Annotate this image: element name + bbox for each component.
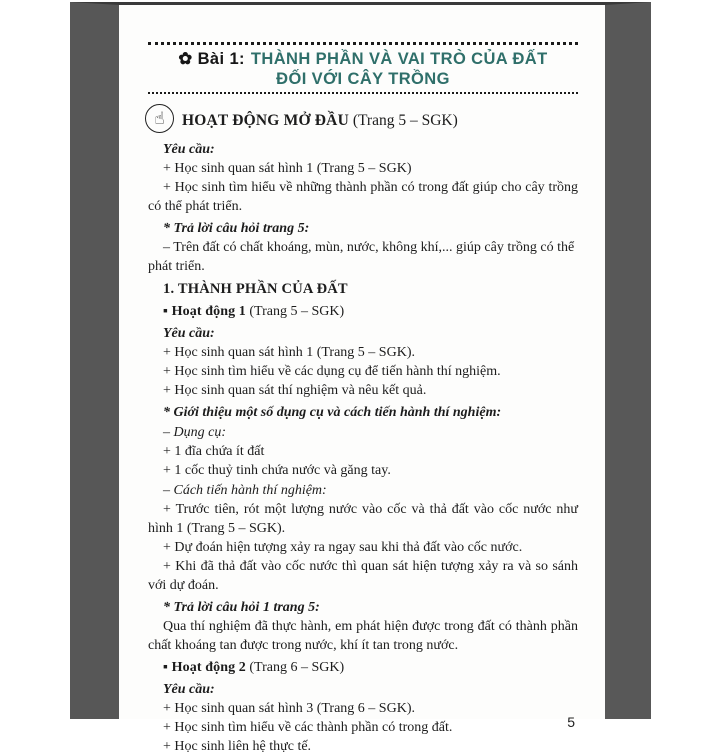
section-header-title: [182, 112, 458, 130]
paragraph: ▪ Hoạt động 2 (Trang 6 – SGK): [163, 660, 345, 675]
paragraph: + Học sinh liên hệ thực tế.: [163, 739, 312, 754]
paragraph: – Cách tiến hành thí nghiệm:: [163, 483, 327, 498]
lesson-title-line1: [148, 49, 578, 69]
paragraph: * Trả lời câu hỏi trang 5:: [163, 221, 310, 236]
paragraph: * Giới thiệu một số dụng cụ và cách tiến hành thí nghiệm:: [163, 405, 502, 420]
hand-pointer-icon: ☝: [145, 104, 174, 133]
paragraph: Yêu cầu:: [163, 326, 215, 341]
document-page: [119, 42, 605, 756]
paragraph: + Học sinh tìm hiểu về các dụng cụ để tiến hành thí nghiệm.: [163, 364, 501, 379]
title-rule-bottom: [148, 92, 578, 94]
paragraph: + Khi đã thả đất vào cốc nước thì quan sát hiện tượng xảy ra và so sánh với dự đoán.: [148, 559, 578, 593]
lesson-number-label: ✿ Bài 1:: [178, 50, 245, 68]
lesson-title-text-1: THÀNH PHẦN VÀ VAI TRÒ CỦA ĐẤT: [250, 50, 548, 68]
paragraph: + Học sinh quan sát hình 1 (Trang 5 – SGK): [163, 161, 412, 176]
paragraph: + Học sinh tìm hiểu về những thành phần có trong đất giúp cho cây trồng có thể phát triển.: [148, 180, 578, 214]
lesson-title-text-2: ĐỐI VỚI CÂY TRỒNG: [276, 70, 450, 88]
paragraph: 1. THÀNH PHẦN CỦA ĐẤT: [163, 281, 348, 297]
section-header-rest: (Trang 5 – SGK): [348, 112, 458, 129]
section-header-bold: HOẠT ĐỘNG MỞ ĐẦU: [182, 112, 349, 129]
paragraph: Yêu cầu:: [163, 142, 215, 157]
paragraph: + Học sinh tìm hiểu về các thành phần có trong đất.: [163, 720, 453, 735]
lesson-title: [148, 45, 578, 92]
paragraph: – Trên đất có chất khoáng, mùn, nước, không khí,... giúp cây trồng có thể phát triển.: [148, 240, 575, 274]
paragraph: Yêu cầu:: [163, 682, 215, 697]
paragraph: + 1 cốc thuỷ tinh chứa nước và găng tay.: [163, 463, 391, 478]
paragraph: + 1 đĩa chứa ít đất: [163, 444, 265, 459]
lesson-title-block: [148, 42, 578, 94]
paragraph: Qua thí nghiệm đã thực hành, em phát hiện được trong đất có thành phần chất khoáng tan được trong nước, khí ít tan trong nước.: [148, 619, 578, 653]
paragraph: * Trả lời câu hỏi 1 trang 5:: [163, 600, 320, 615]
section-header: [145, 104, 578, 133]
document-body: [148, 140, 578, 756]
paragraph: + Dự đoán hiện tượng xảy ra ngay sau khi thả đất vào cốc nước.: [163, 540, 523, 555]
book-photo-frame: [70, 2, 651, 754]
page-number: 5: [567, 714, 575, 730]
paragraph: + Học sinh quan sát hình 3 (Trang 6 – SGK).: [163, 701, 415, 716]
paragraph: + Học sinh quan sát thí nghiệm và nêu kết quả.: [163, 383, 427, 398]
paragraph: – Dụng cụ:: [163, 425, 226, 440]
paragraph: + Học sinh quan sát hình 1 (Trang 5 – SGK).: [163, 345, 415, 360]
paragraph: ▪ Hoạt động 1 (Trang 5 – SGK): [163, 304, 345, 319]
paragraph: + Trước tiên, rót một lượng nước vào cốc và thả đất vào cốc nước như hình 1 (Trang 5 – SGK).: [148, 502, 578, 536]
